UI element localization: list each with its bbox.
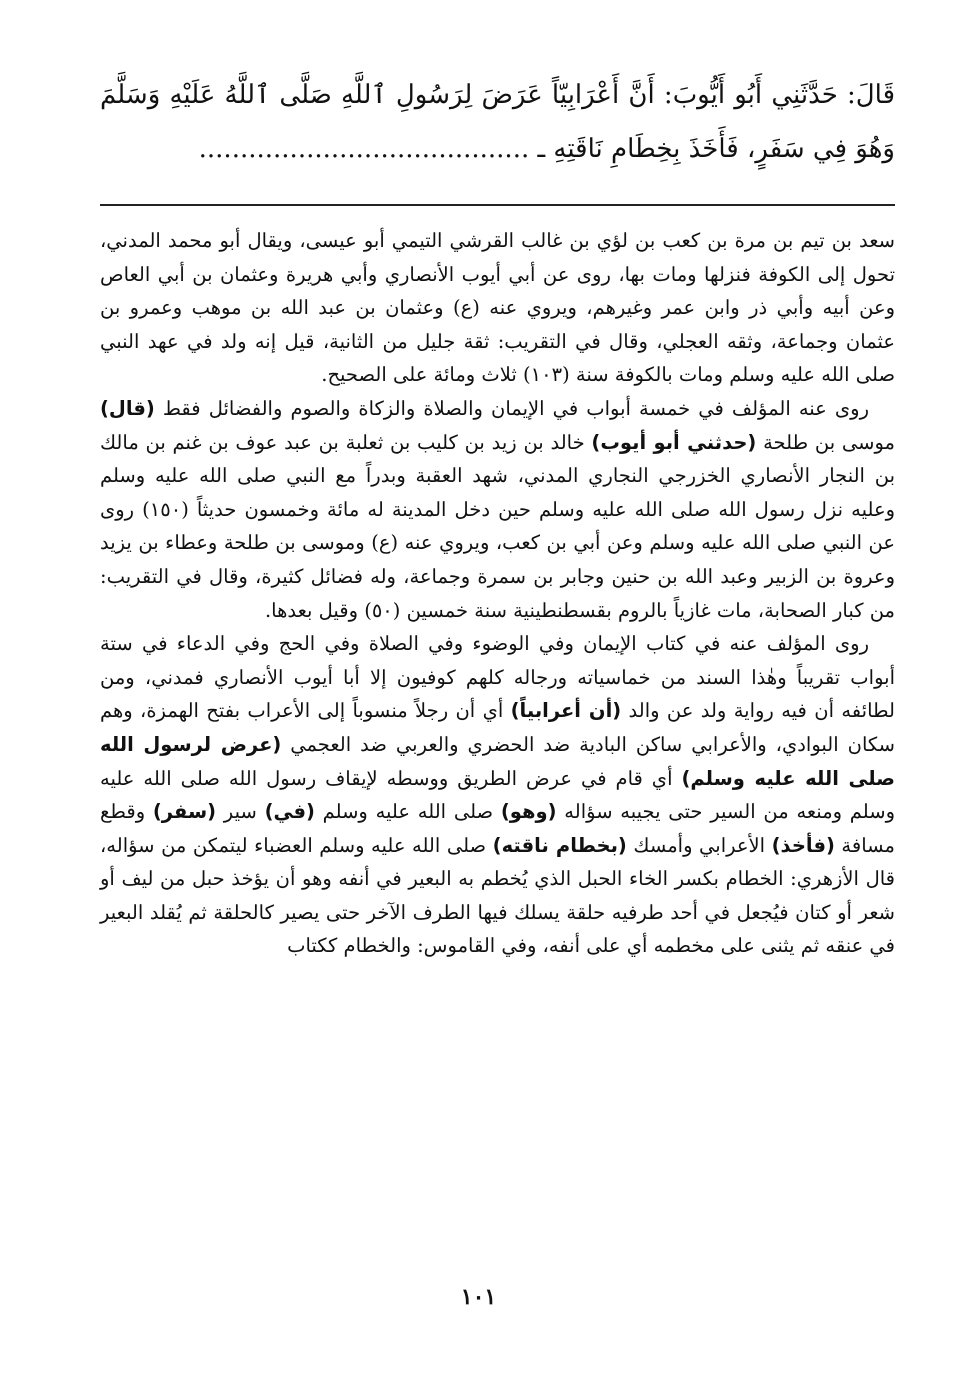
p3-text-i: صلى الله عليه وسلم العضباء ليتمكن من سؤاله، قال الأزهري: الخطام بكسر الخاء الحبل الذي يُخطم به البعير في أنفه وهو أن يؤخذ حبل من ليف أو شعر أو كتان فيُجعل في أحد طرفيه حلقة يسلك فيها الطرف الآخر حتى يصير كالحلقة ثم يُقلد البعير في عنقه ثم يثنى على مخطمه أي على أنفه، وفي القاموس: والخطام ككتاب <box>100 833 895 958</box>
p3-text-e: صلى الله عليه وسلم <box>314 800 501 824</box>
p2-text-d: خالد بن زيد بن كليب بن ثعلبة بن عبد عوف بن غنم بن مالك بن النجار الأنصاري الخزرجي النجاري المدني، شهد العقبة وبدراً مع النبي صلى الله عليه وسلم وعليه نزل رسول الله صلى الله عليه وسلم حين دخل المدينة له مائة وخمسون حديثاً (١٥٠) روى عن النبي صلى الله عليه وسلم وعن أبي بن كعب، ويروي عنه (ع) وموسى بن طلحة وعطاء بن يزيد وعروة بن الزبير وعبد الله بن حنين وجابر بن سمرة وجماعة، وله فضائل كثيرة، وقال في التقريب: من كبار الصحابة، مات غازياً بالروم بقسطنطينية سنة خمسين (٥٠) وقيل بعدها. <box>100 430 895 622</box>
p3-bold-wahuwa: (وهو) <box>500 800 557 824</box>
p3-text-g: وقطع مسافة <box>100 800 895 857</box>
page-number: ١٠١ <box>460 1284 497 1310</box>
p2-bold-qala: (قال) <box>100 396 155 420</box>
commentary-paragraph-3 <box>100 627 895 963</box>
p3-text-c: أي أن رجلاً منسوباً إلى الأعراب بفتح الهمزة، وهم سكان البوادي، والأعرابي ساكن البادية ضد الحضري والعربي ضد العجمي <box>100 699 895 756</box>
p3-bold-faakhadha: (فأخذ) <box>771 833 835 857</box>
p3-text-a: روى المؤلف عنه في كتاب الإيمان وفي الوضوء وفي الصلاة وفي الحج وفي الدعاء في ستة أبواب تقريباً وهٰذا السند من خماسياته ورجاله كلهم كوفيون إلا أبا أيوب الأنصاري فمدني، ومن لطائفه أن فيه رواية ولد عن والد <box>100 632 895 723</box>
p3-bold-arabiyyan: (أن أعرابياً) <box>510 699 622 723</box>
hadith-main-text: قَالَ: حَدَّثَنِي أَبُو أَيُّوبَ: أَنَّ أَعْرَابِيّاً عَرَضَ لِرَسُولِ ٱللَّهِ صَلَّى ٱللَّهُ عَلَيْهِ وَسَلَّمَ وَهُوَ فِي سَفَرٍ، فَأَخَذَ بِخِطَامِ نَاقَتِهِ ـ <box>100 80 895 164</box>
commentary-paragraph-2 <box>100 392 895 627</box>
p2-bold-haddathani: (حدثني أبو أيوب) <box>591 430 757 454</box>
p2-text-c: موسى بن طلحة <box>756 430 896 454</box>
separator-line <box>100 204 895 206</box>
hadith-dots: ........................................ <box>198 134 530 164</box>
hadith-text <box>100 68 895 176</box>
p3-text-h: الأعرابي وأمسك <box>626 833 772 857</box>
p2-text-a: روى عنه المؤلف في خمسة أبواب في الإيمان والصلاة والزكاة والصوم والفضائل فقط <box>154 396 869 420</box>
p3-text-f: سير <box>216 800 265 824</box>
p3-bold-fi: (في) <box>264 800 315 824</box>
commentary <box>100 224 895 963</box>
p3-bold-safar: (سفر) <box>152 800 217 824</box>
p3-bold-arada: (عرض لرسول الله صلى الله عليه وسلم) <box>100 732 896 790</box>
p3-text-d: أي قام في عرض الطريق ووسطه لإيقاف رسول الله صلى الله عليه وسلم ومنعه من السير حتى يجيبه سؤاله <box>100 766 895 824</box>
page-content <box>100 60 895 963</box>
commentary-paragraph-1: سعد بن تيم بن مرة بن كعب بن لؤي بن غالب القرشي التيمي أبو عيسى، ويقال أبو محمد المدني، تحول إلى الكوفة فنزلها ومات بها، روى عن أبي أيوب الأنصاري وأبي هريرة وعثمان بن أبي العاص وعن أبيه وأبي ذر وابن عمر وغيرهم، ويروي عنه (ع) وعثمان بن عبد الله بن موهب وعمرو بن عثمان وجماعة، وثقه العجلي، وقال في التقريب: ثقة جليل من الثانية، قيل إنه ولد في عهد النبي صلى الله عليه وسلم ومات بالكوفة سنة (١٠٣) ثلاث ومائة على الصحيح. <box>100 229 895 387</box>
p3-bold-khitam: (بخطام ناقته) <box>492 833 627 857</box>
